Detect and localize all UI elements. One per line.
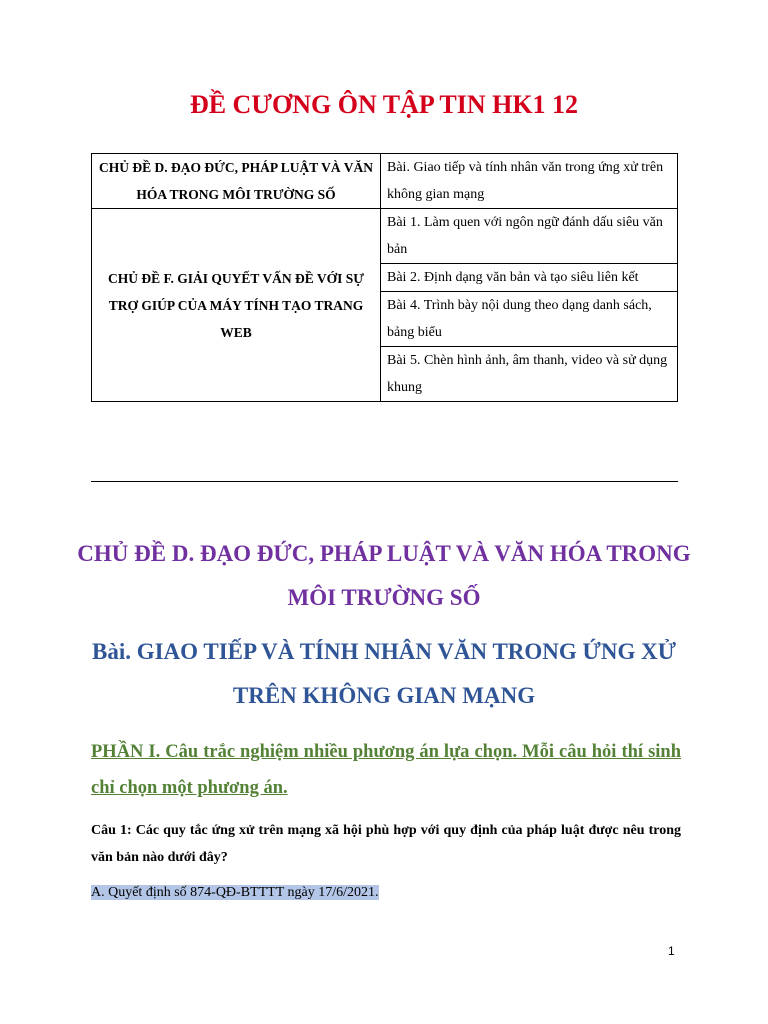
horizontal-divider xyxy=(91,481,678,482)
question-text: Câu 1: Các quy tắc ứng xử trên mạng xã hội phù hợp với quy định của pháp luật được nêu trong văn bản nào dưới đây? xyxy=(91,823,681,865)
table-row xyxy=(92,209,678,264)
page-number: 1 xyxy=(668,944,675,958)
lesson-cell: Bài. Giao tiếp và tính nhân văn trong ứng xử trên không gian mạng xyxy=(381,154,678,209)
syllabus-table xyxy=(91,153,678,402)
lesson-cell: Bài 4. Trình bày nội dung theo dạng danh sách, bảng biểu xyxy=(381,292,678,347)
lesson-heading: Bài. GIAO TIẾP VÀ TÍNH NHÂN VĂN TRONG ỨNG XỬ TRÊN KHÔNG GIAN MẠNG xyxy=(91,639,677,708)
topic-cell: CHỦ ĐỀ D. ĐẠO ĐỨC, PHÁP LUẬT VÀ VĂN HÓA TRONG MÔI TRƯỜNG SỐ xyxy=(92,154,381,209)
answer-option-a xyxy=(91,883,379,903)
lesson-cell: Bài 5. Chèn hình ảnh, âm thanh, video và sử dụng khung xyxy=(381,347,678,402)
lesson-cell: Bài 1. Làm quen với ngôn ngữ đánh dấu siêu văn bản xyxy=(381,209,678,264)
document-title: ĐỀ CƯƠNG ÔN TẬP TIN HK1 12 xyxy=(189,90,579,119)
table-row xyxy=(92,154,678,209)
highlighted-answer-text: A. Quyết định số 874-QĐ-BTTTT ngày 17/6/2021. xyxy=(91,885,379,900)
topic-heading: CHỦ ĐỀ D. ĐẠO ĐỨC, PHÁP LUẬT VÀ VĂN HÓA TRONG MÔI TRƯỜNG SỐ xyxy=(77,541,691,610)
lesson-cell: Bài 2. Định dạng văn bản và tạo siêu liên kết xyxy=(381,264,678,292)
part-heading: PHẦN I. Câu trắc nghiệm nhiều phương án lựa chọn. Mỗi câu hỏi thí sinh chỉ chọn một phương án. xyxy=(91,742,681,798)
topic-cell: CHỦ ĐỀ F. GIẢI QUYẾT VẤN ĐỀ VỚI SỰ TRỢ GIÚP CỦA MÁY TÍNH TẠO TRANG WEB xyxy=(92,209,381,402)
